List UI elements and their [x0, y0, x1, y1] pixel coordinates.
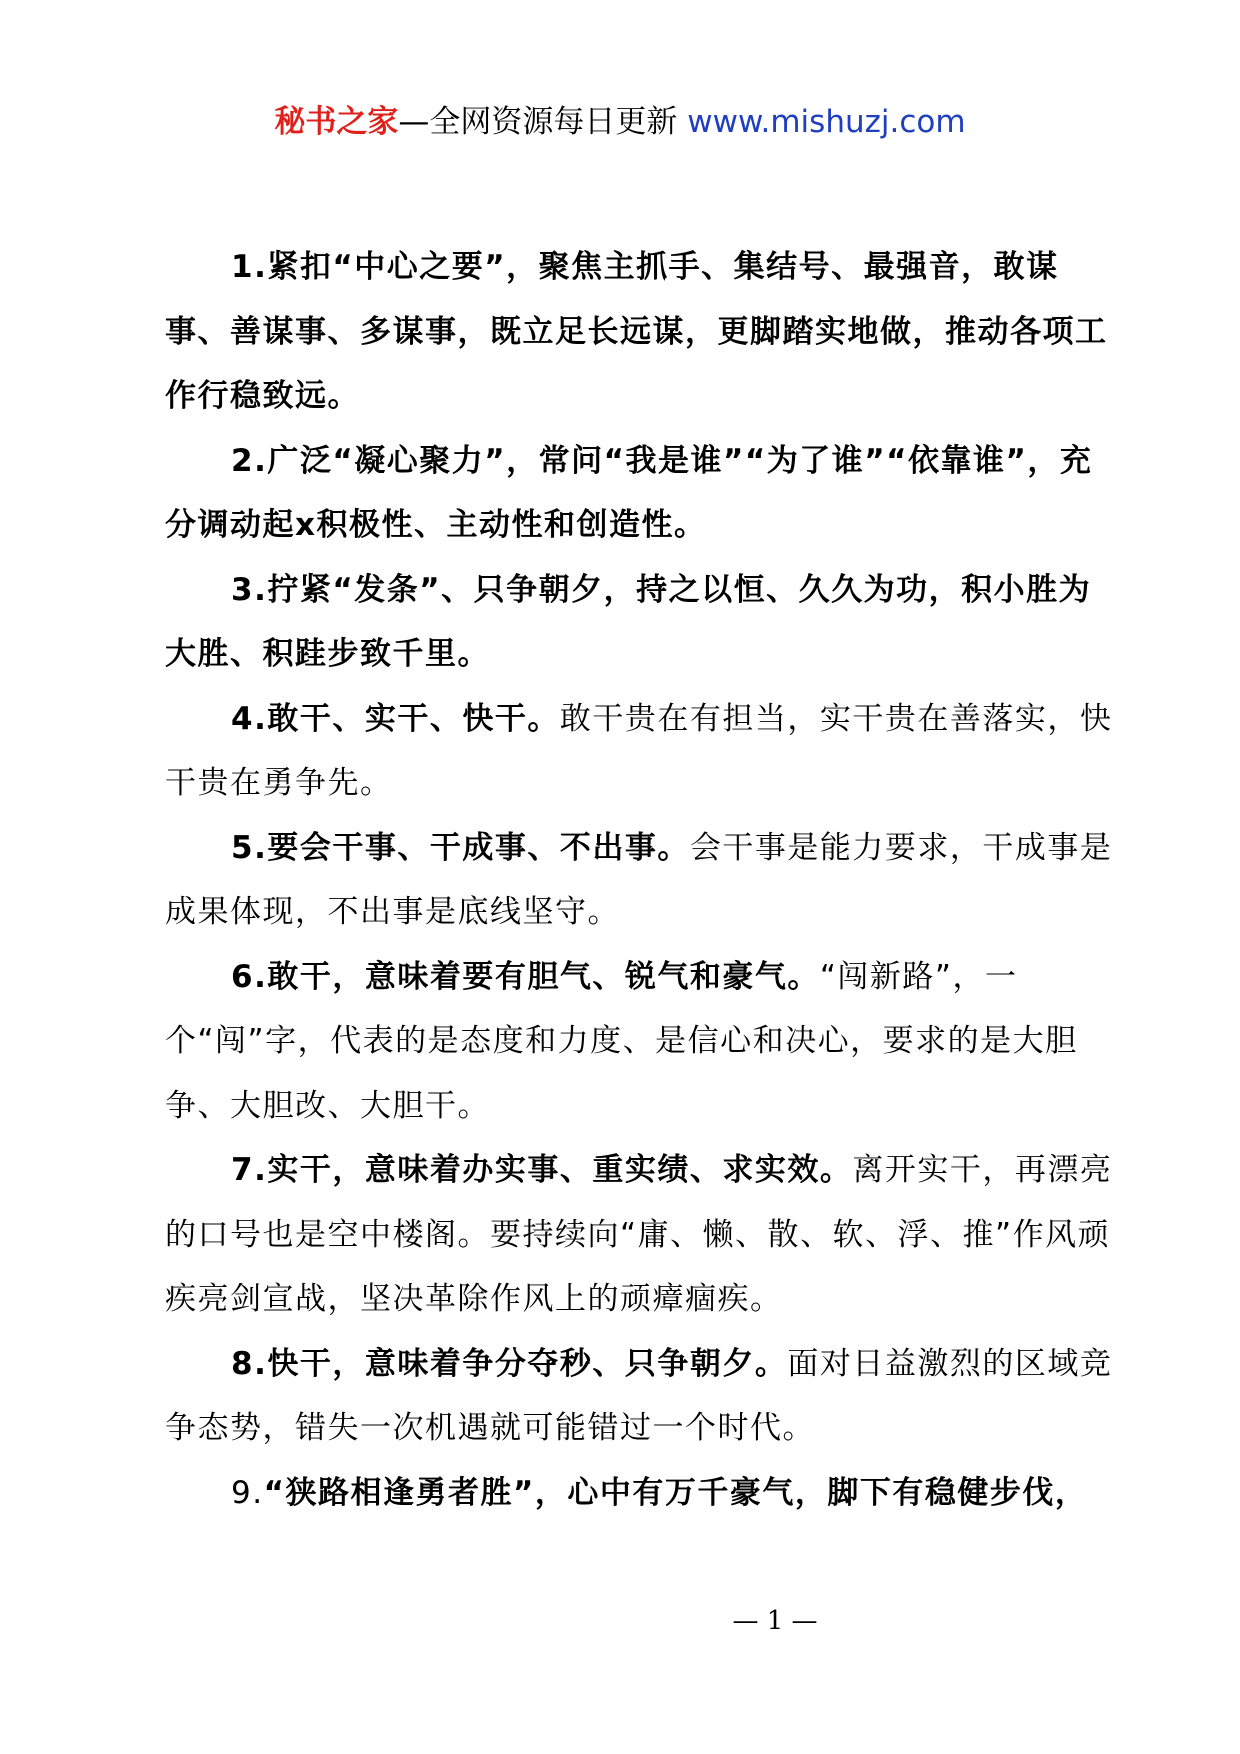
- paragraph-2: [165, 429, 1120, 558]
- paragraph-number: 3.: [231, 571, 268, 608]
- paragraph-6: [165, 945, 1120, 1139]
- paragraph-bold-text: “狭路相逢勇者胜”，心中有万千豪气，脚下有稳健步伐，: [263, 1474, 1088, 1511]
- paragraph-text: 会干事是能力要求，干成事是成果体现，不出事是底线坚守。: [165, 829, 1113, 930]
- paragraph-text: 面对日益激烈的区域竞争态势，错失一次机遇就可能错过一个时代。: [165, 1345, 1113, 1446]
- paragraph-5: [165, 816, 1120, 945]
- paragraph-number: 7.: [231, 1152, 268, 1188]
- paragraph-number: 1.: [231, 249, 268, 285]
- paragraph-4: [165, 687, 1120, 816]
- document-body: [165, 235, 1120, 1525]
- header-tagline: —全网资源每日更新: [398, 104, 678, 140]
- page-header: [0, 100, 1240, 144]
- paragraph-3: [165, 558, 1120, 687]
- paragraph-text: “闯新路”，一个“闯”字，代表的是态度和力度、是信心和决心，要求的是大胆争、大胆改、大胆干。: [165, 958, 1078, 1124]
- paragraph-bold-text: 紧扣“中心之要”，聚焦主抓手、集结号、最强音，敢谋事、善谋事、多谋事，既立足长远谋，更脚踏实地做，推动各项工作行稳致远。: [165, 249, 1108, 414]
- paragraph-1: [165, 235, 1120, 429]
- paragraph-text: 离开实干，再漂亮的口号也是空中楼阁。要持续向“庸、懒、散、软、浮、推”作风顽疾亮剑宣战，坚决革除作风上的顽瘴痼疾。: [165, 1152, 1113, 1317]
- paragraph-bold-text: 要会干事、干成事、不出事。: [267, 829, 690, 866]
- paragraph-bold-text: 敢干、实干、快干。: [267, 700, 560, 737]
- paragraph-number: 9.: [231, 1474, 264, 1511]
- header-brand: 秘书之家: [274, 104, 399, 140]
- paragraph-bold-text: 广泛“凝心聚力”，常问“我是谁”“为了谁”“依靠谁”，充分调动起x积极性、主动性和创造性。: [165, 442, 1093, 543]
- paragraph-8: [165, 1332, 1120, 1461]
- page-number: — 1 —: [732, 1606, 818, 1636]
- paragraph-number: 5.: [231, 829, 268, 866]
- paragraph-number: 6.: [231, 958, 268, 995]
- paragraph-9: [165, 1461, 1120, 1526]
- paragraph-bold-text: 敢干，意味着要有胆气、锐气和豪气。: [267, 958, 820, 995]
- header-url[interactable]: www.mishuzj.com: [687, 104, 966, 140]
- paragraph-number: 4.: [231, 700, 268, 737]
- paragraph-number: 2.: [231, 442, 268, 479]
- paragraph-text: 敢干贵在有担当，实干贵在善落实，快干贵在勇争先。: [165, 700, 1113, 801]
- paragraph-bold-text: 实干，意味着办实事、重实绩、求实效。: [267, 1152, 853, 1188]
- paragraph-number: 8.: [231, 1345, 268, 1382]
- paragraph-bold-text: 快干，意味着争分夺秒、只争朝夕。: [267, 1345, 788, 1382]
- paragraph-bold-text: 拧紧“发条”、只争朝夕，持之以恒、久久为功，积小胜为大胜、积跬步致千里。: [165, 571, 1092, 672]
- paragraph-7: [165, 1138, 1120, 1332]
